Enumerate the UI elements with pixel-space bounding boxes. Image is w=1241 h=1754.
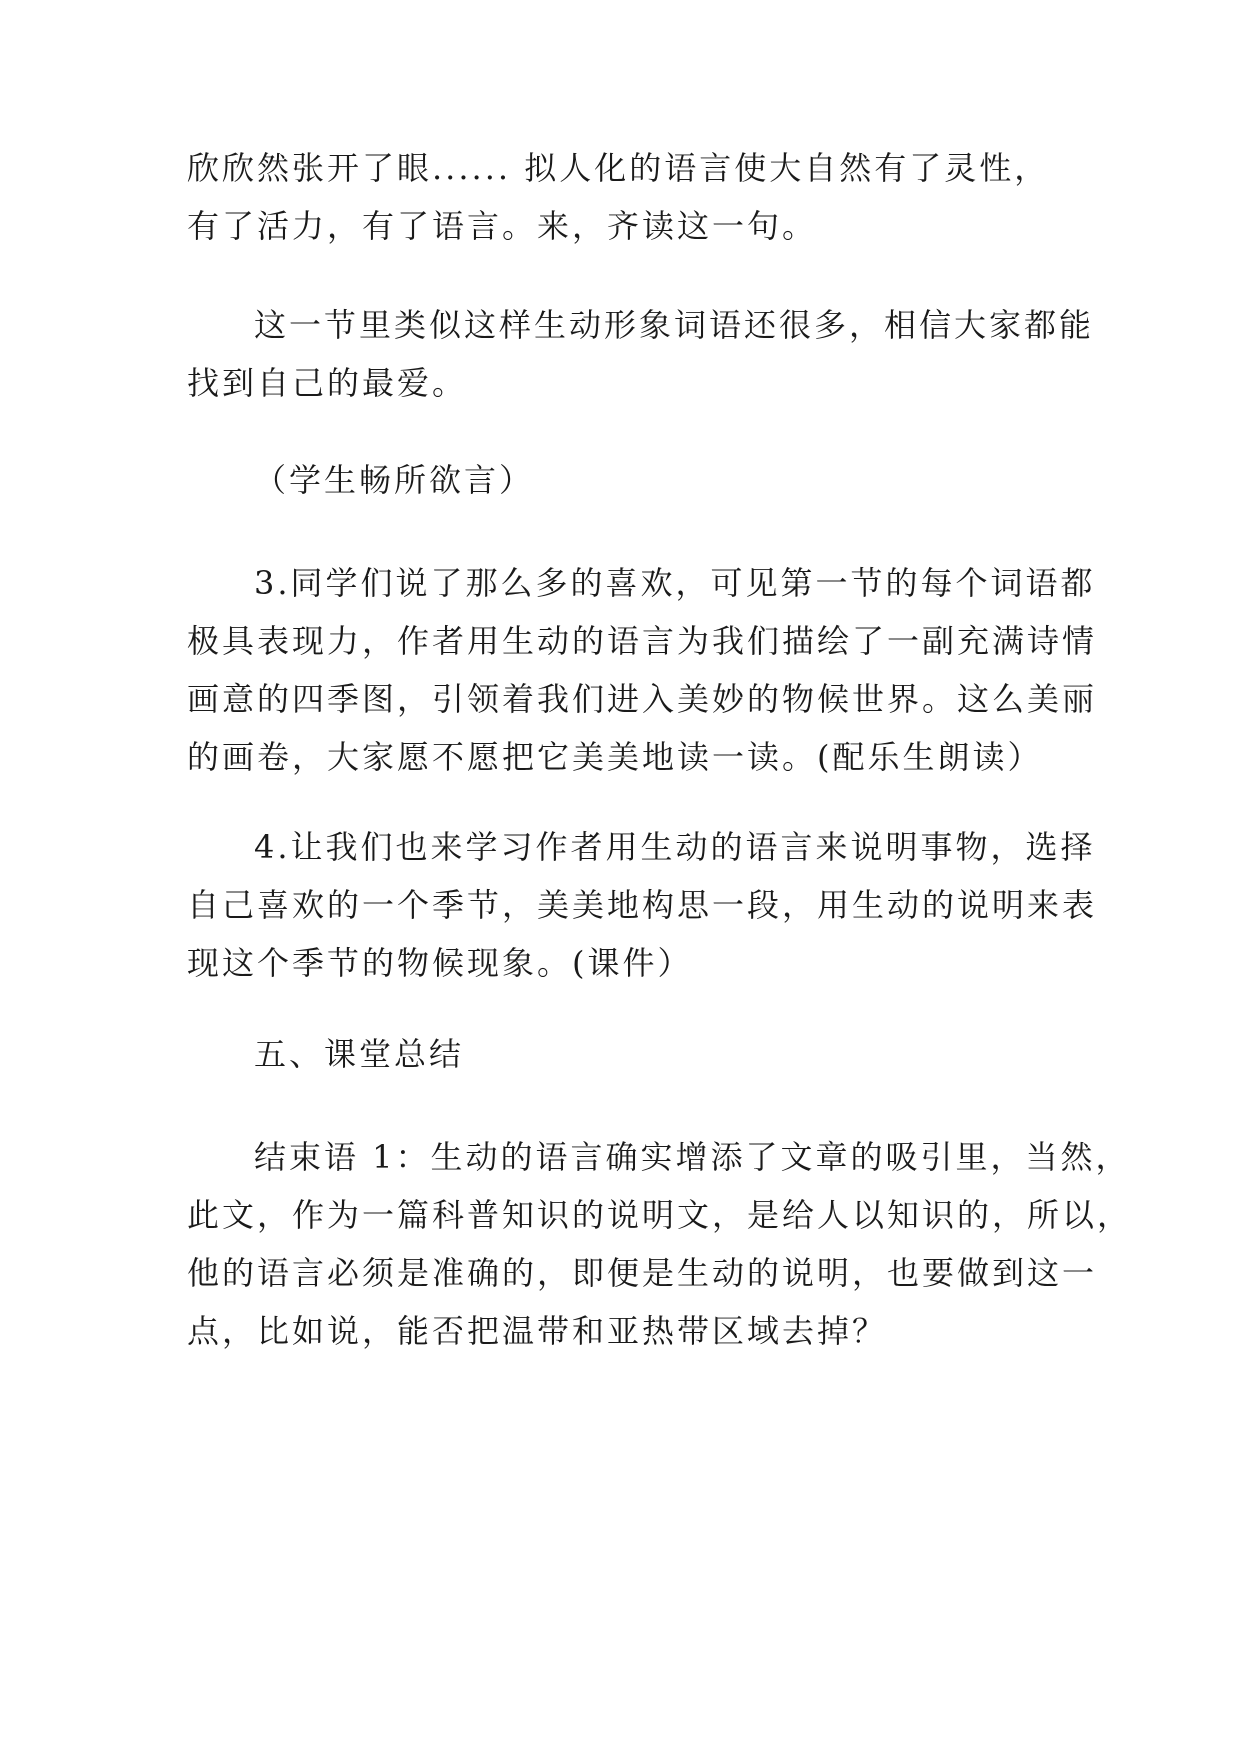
text-line: 有了活力，有了语言。来，齐读这一句。 (187, 207, 818, 245)
section-heading-summary (187, 1025, 1067, 1083)
text-line: 欣欣然张开了眼...... 拟人化的语言使大自然有了灵性， (187, 149, 1050, 187)
text-line: 现这个季节的物候现象。(课件） (187, 944, 693, 982)
text-line: 3.同学们说了那么多的喜欢，可见第一节的每个词语都 (254, 564, 1096, 602)
paragraph-closing-remarks (187, 1128, 1133, 1360)
text-line: 的画卷，大家愿不愿把它美美地读一读。(配乐生朗读） (187, 738, 1043, 776)
text-line: 这一节里类似这样生动形象词语还很多，相信大家都能 (254, 306, 1095, 344)
text-line: 五、课堂总结 (254, 1035, 465, 1073)
text-line: 点，比如说，能否把温带和亚热带区域去掉？ (187, 1312, 888, 1350)
text-line: 画意的四季图，引领着我们进入美妙的物候世界。这么美丽 (187, 680, 1098, 718)
text-line: 他的语言必须是准确的，即便是生动的说明，也要做到这一 (187, 1254, 1098, 1292)
paragraph-students-speak (187, 451, 1067, 509)
text-line: 找到自己的最爱。 (187, 364, 468, 402)
paragraph-vivid-words (187, 296, 1095, 412)
text-line: （学生畅所欲言） (254, 461, 535, 499)
paragraph-personification (187, 139, 1067, 255)
text-line: 极具表现力，作者用生动的语言为我们描绘了一副充满诗情 (187, 622, 1098, 660)
text-line: 自己喜欢的一个季节，美美地构思一段，用生动的说明来表 (187, 886, 1098, 924)
text-line: 结束语 1：生动的语言确实增添了文章的吸引里，当然， (254, 1138, 1131, 1176)
text-line: 此文，作为一篇科普知识的说明文，是给人以知识的，所以， (187, 1196, 1133, 1234)
paragraph-step-3 (187, 554, 1098, 786)
text-line: 4.让我们也来学习作者用生动的语言来说明事物，选择 (254, 828, 1096, 866)
paragraph-step-4 (187, 818, 1098, 992)
